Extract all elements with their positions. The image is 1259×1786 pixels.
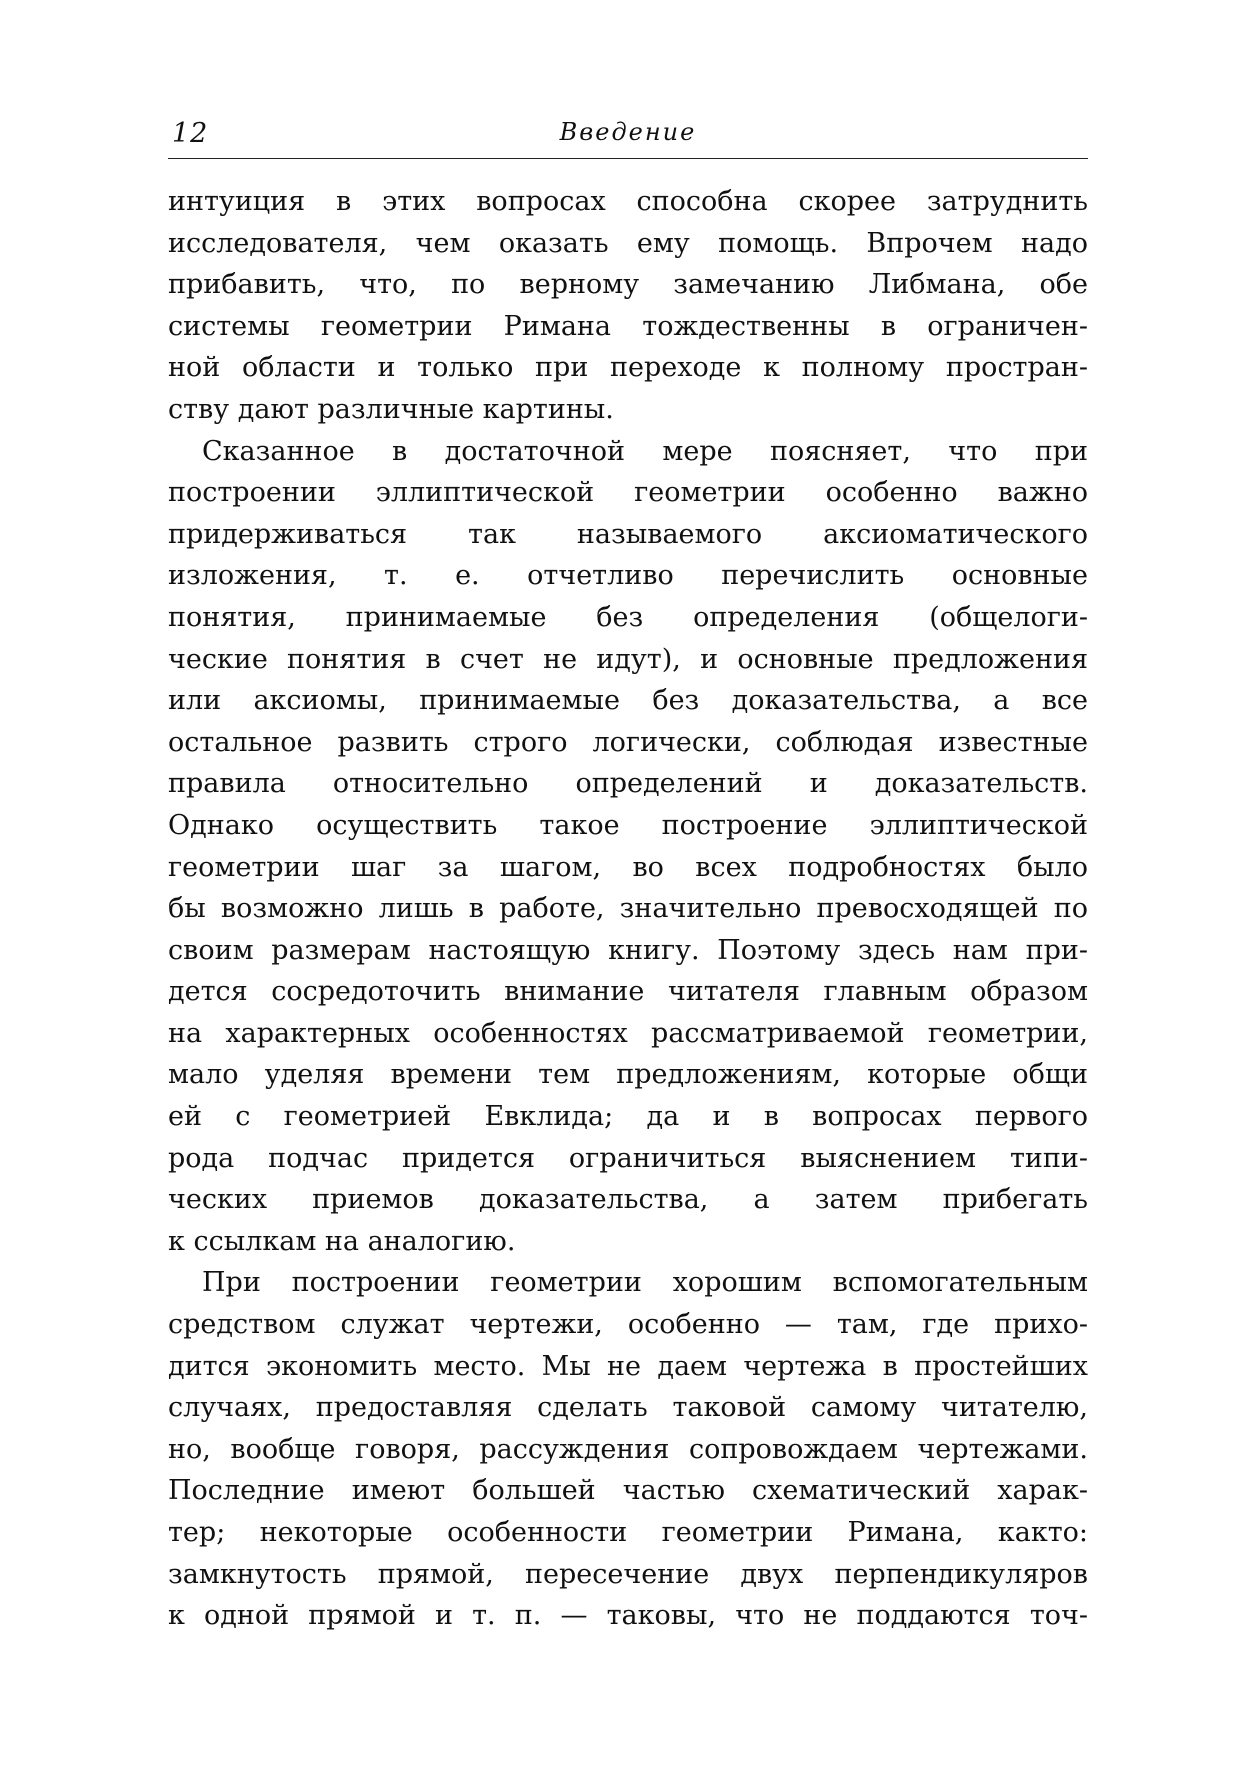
text-line: геометрии шаг за шагом, во всех подробностях было (168, 851, 1088, 883)
text-line: мало уделяя времени тем предложениям, которые общи (168, 1059, 1088, 1091)
text-line: случаях, предоставляя сделать таковой самому читателю, (168, 1392, 1088, 1424)
text-line: Последние имеют большей частью схематический харак- (168, 1475, 1088, 1507)
text-line: изложения, т. е. отчетливо перечислить основные (168, 560, 1088, 592)
text-line: Однако осуществить такое построение эллиптической (168, 809, 1088, 841)
text-line: прибавить, что, по верному замечанию Либмана, обе (168, 269, 1088, 301)
text-line: ческие понятия в счет не идут), и основные предложения (168, 643, 1088, 675)
text-line: но, вообще говоря, рассуждения сопровождаем чертежами. (168, 1433, 1088, 1465)
page-number: 12 (172, 118, 209, 149)
text-line: дится экономить место. Мы не даем чертежа в простейших (168, 1350, 1088, 1382)
text-line: Сказанное в достаточной мере поясняет, что при (202, 435, 1088, 467)
text-line: интуиция в этих вопросах способна скорее затруднить (168, 186, 1088, 217)
text-line: понятия, принимаемые без определения (общелоги- (168, 601, 1088, 633)
text-line: тер; некоторые особенности геометрии Римана, както: (168, 1517, 1088, 1548)
text-line: ству дают различные картины. (168, 393, 614, 425)
text-line: ей с геометрией Евклида; да и в вопросах первого (168, 1101, 1088, 1133)
text-line: правила относительно определений и доказательств. (168, 768, 1088, 800)
text-line: рода подчас придется ограничиться выяснением типи- (168, 1142, 1088, 1174)
text-line: или аксиомы, принимаемые без доказательства, а все (168, 685, 1088, 717)
text-line: ной области и только при переходе к полному простран- (168, 352, 1088, 384)
text-line: остальное развить строго логически, соблюдая известные (168, 726, 1088, 758)
book-page (168, 112, 1088, 1637)
page-header (168, 112, 1088, 158)
text-line: своим размерам настоящую книгу. Поэтому здесь нам при- (168, 934, 1088, 966)
text-line: исследователя, чем оказать ему помощь. Впрочем надо (168, 227, 1088, 259)
header-rule (168, 158, 1088, 159)
text-line: к одной прямой и т. п. — таковы, что не поддаются точ- (168, 1600, 1088, 1632)
text-line: замкнутость прямой, пересечение двух перпендикуляров (168, 1558, 1088, 1590)
text-line: средством служат чертежи, особенно — там, где прихо- (168, 1309, 1088, 1341)
text-line: ческих приемов доказательства, а затем прибегать (168, 1184, 1088, 1216)
running-title: Введение (559, 118, 697, 146)
text-line: придерживаться так называемого аксиоматического (168, 518, 1088, 550)
body-text (168, 181, 1088, 1637)
text-line: на характерных особенностях рассматриваемой геометрии, (168, 1017, 1088, 1049)
text-line: построении эллиптической геометрии особенно важно (168, 477, 1088, 509)
text-line: системы геометрии Римана тождественны в ограничен- (168, 310, 1088, 342)
text-line: дется сосредоточить внимание читателя главным образом (168, 976, 1088, 1008)
text-line: к ссылкам на аналогию. (168, 1225, 516, 1257)
text-line: бы возможно лишь в работе, значительно превосходящей по (168, 893, 1088, 925)
text-line: При построении геометрии хорошим вспомогательным (202, 1267, 1088, 1299)
